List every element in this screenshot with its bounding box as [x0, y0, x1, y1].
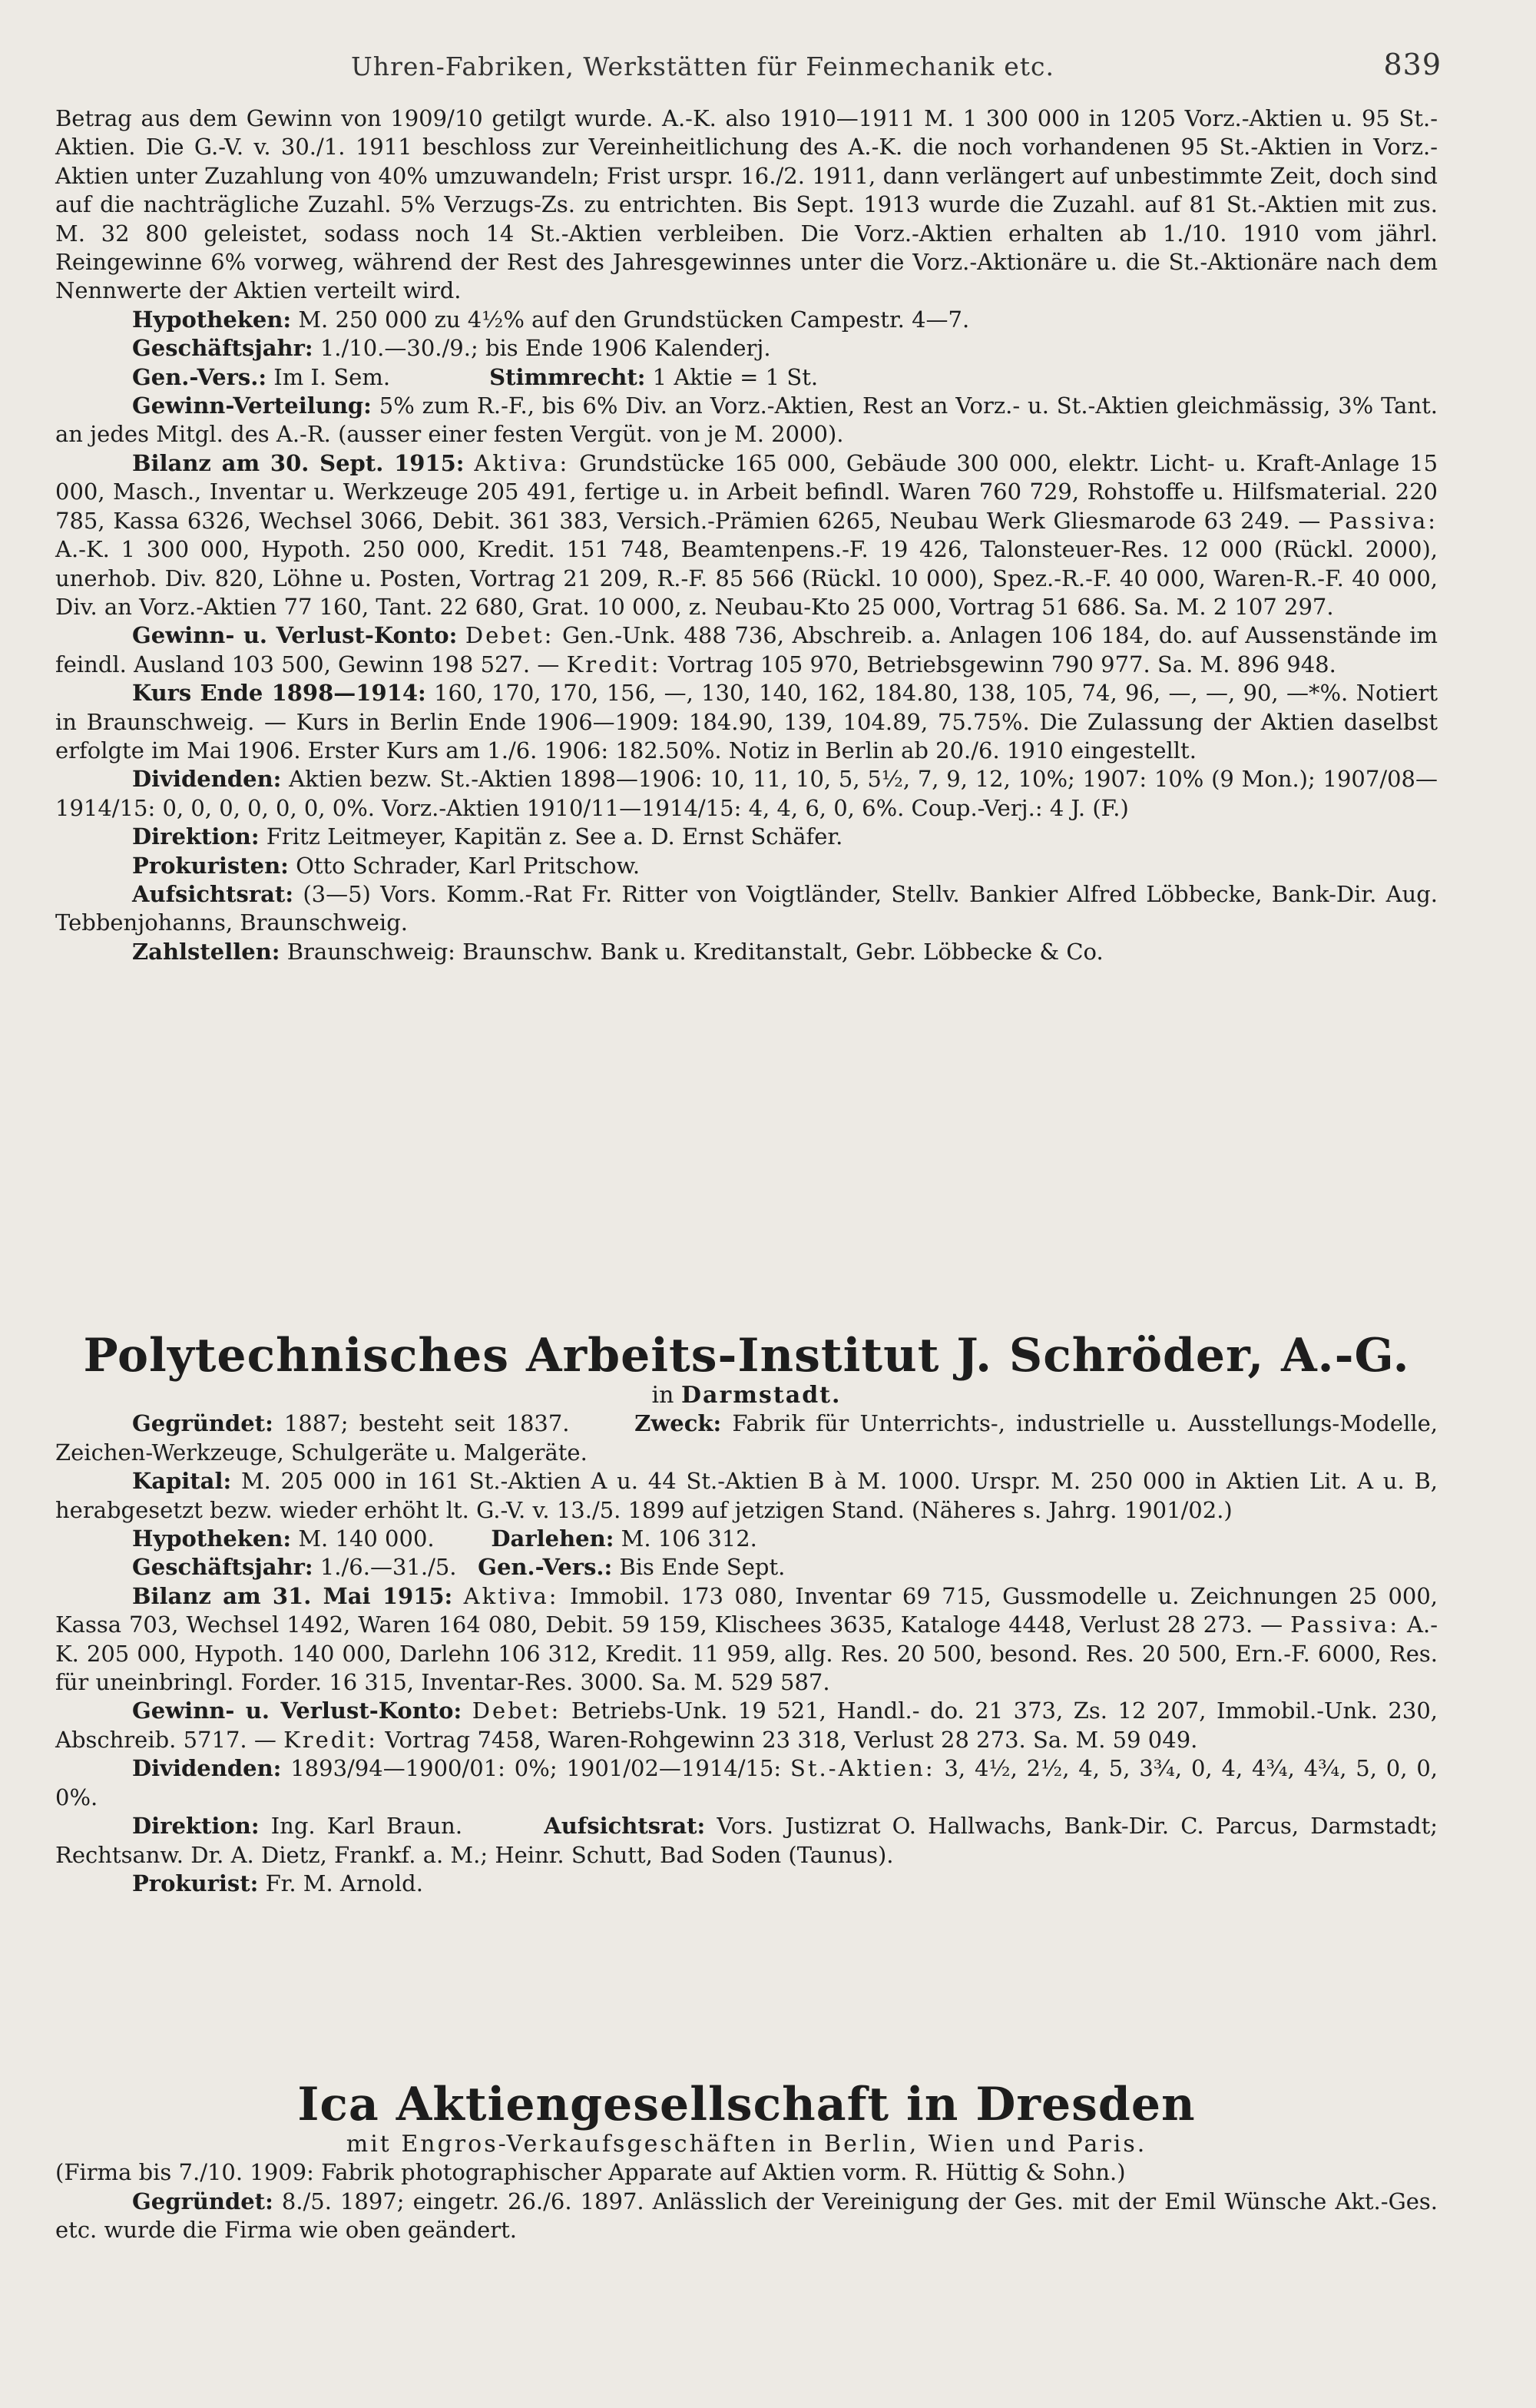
content: [55, 40, 1442, 2244]
prokuristen-text: Otto Schrader, Karl Pritschow.: [296, 852, 641, 879]
guv-debet-2: Betriebs-Unk. 19 521, Handl.- do. 21 373, Zs. 12 207, Immobil.-Unk. 230, Abschreib. 5717. —: [55, 1698, 1438, 1753]
zahlstellen-label: Zahlstellen:: [132, 938, 280, 965]
prokuristen-label: Prokuristen:: [132, 852, 289, 879]
direktion-entry-2: [55, 1812, 1438, 1870]
hypotheken-label-2: Hypotheken:: [132, 1525, 292, 1552]
gegruendet-label-ica: Gegründet:: [132, 2188, 273, 2214]
kurs-entry: [55, 679, 1438, 765]
gegruendet-text: 1887; besteht seit 1837.: [283, 1410, 570, 1437]
direktion-label: Direktion:: [132, 823, 260, 850]
kapital-label: Kapital:: [132, 1468, 232, 1495]
gegruendet-text-ica: 8./5. 1897; eingetr. 26./6. 1897. Anlässlich der Vereinigung der Ges. mit der Emil Wünsche Akt.-Ges. etc. wurde die Firma wie oben geändert.: [55, 2188, 1438, 2244]
zahlstellen-entry: [55, 938, 1438, 966]
company-title-ica: Ica Aktiengesellschaft in Dresden: [297, 2078, 1196, 2131]
genvers-label-2: Gen.-Vers.:: [478, 1554, 613, 1581]
dividenden-text: Aktien bezw. St.-Aktien 1898—1906: 10, 11, 10, 5, 5½, 7, 9, 12, 10%; 1907: 10% (9 Mon.); 1907/08—1914/15: 0, 0, 0, 0, 0, 0, 0%. Vorz.-Aktien 1910/11—1914/15: 4, 4, 6, 0, 6%. Coup.-Verj.: 4 J. (F.): [55, 766, 1438, 821]
bilanz-label: Bilanz am 30. Sept. 1915:: [132, 449, 465, 476]
running-header: [55, 40, 1442, 94]
hypotheken-entry: [55, 306, 1438, 334]
bilanz-entry-2: [55, 1582, 1438, 1698]
bilanz-aktiva: Grundstücke 165 000, Gebäude 300 000, elektr. Licht- u. Kraft-Anlage 15 000, Masch., Inventar u. Werkzeuge 205 491, fertige u. in Arbeit befindl. Waren 760 729, Rohstoffe u. Hilfsmaterial. 220 785, Kassa 6326, Wechsel 3066, Debit. 361 383, Versich.-Prämien 6265, Neubau Werk Gliesmarode 63 249. —: [55, 449, 1438, 534]
section-ica: [55, 2079, 1438, 2245]
aktiva-label-2: Aktiva:: [463, 1582, 559, 1609]
gegruendet-entry-ica: [55, 2188, 1438, 2245]
geschaeftsjahr-entry: [55, 334, 1438, 363]
bilanz-aktiva-2: Immobil. 173 080, Inventar 69 715, Gussmodelle u. Zeichnungen 25 000, Kassa 703, Wechsel 1492, Waren 164 080, Debit. 59 159, Klischees 3635, Kataloge 4448, Verlust 28 273. —: [55, 1582, 1438, 1638]
darlehen-text: M. 106 312.: [621, 1525, 757, 1552]
zahlstellen-text: Braunschweig: Braunschw. Bank u. Kreditanstalt, Gebr. Löbbecke & Co.: [286, 938, 1104, 965]
intro-paragraph: Betrag aus dem Gewinn von 1909/10 getilgt wurde. A.-K. also 1910—1911 M. 1 300 000 in 1205 Vorz.-Aktien u. 95 St.-Aktien. Die G.-V. v. 30./1. 1911 beschloss zur Vereinheitlichung des A.-K. die noch vorhandenen 95 St.-Aktien in Vorz.-Aktien unter Zuzahlung von 40% umzuwandeln; Frist urspr. 16./2. 1911, dann verlängert auf unbestimmte Zeit, doch sind auf die nachträgliche Zuzahl. 5% Verzugs-Zs. zu entrichten. Bis Sept. 1913 wurde die Zuzahl. auf 81 St.-Aktien mit zus. M. 32 800 geleistet, sodass noch 14 St.-Aktien verbleiben. Die Vorz.-Aktien erhalten ab 1./10. 1910 vom jährl. Reingewinne 6% vorweg, während der Rest des Jahresgewinnes unter die Vorz.-Aktionäre u. die St.-Aktionäre nach dem Nennwerte der Aktien verteilt wird.: [55, 105, 1438, 304]
page-number: 839: [1383, 48, 1442, 81]
debet-label-2: Debet:: [472, 1698, 561, 1724]
genvers-label: Gen.-Vers.:: [132, 363, 267, 390]
genvers-text-2: Bis Ende Sept.: [619, 1554, 786, 1581]
firma-note: (Firma bis 7./10. 1909: Fabrik photographischer Apparate auf Aktien vorm. R. Hüttig & Sohn.): [55, 2159, 1126, 2186]
header-title: Uhren-Fabriken, Werkstätten für Feinmechanik etc.: [351, 51, 1054, 81]
kurs-text: 160, 170, 170, 156, —, 130, 140, 162, 184.80, 138, 105, 74, 96, —, —, 90, —*%. Notiert in Braunschweig. — Kurs in Berlin Ende 1906—1909: 184.90, 139, 104.89, 75.75%. Die Zulassung der Aktien daselbst erfolgte im Mai 1906. Erster Kurs am 1./6. 1906: 182.50%. Notiz in Berlin ab 20./6. 1910 eingestellt.: [55, 680, 1438, 763]
geschaeftsjahr-entry-2: [55, 1553, 1438, 1582]
kurs-label: Kurs Ende 1898—1914:: [132, 680, 426, 707]
gegruendet-entry: [55, 1409, 1438, 1467]
aufsichtsrat-text: (3—5) Vors. Komm.-Rat Fr. Ritter von Voigtländer, Stellv. Bankier Alfred Löbbecke, Bank-Dir. Aug. Tebbenjohanns, Braunschweig.: [55, 880, 1438, 936]
stimmrecht-text: 1 Aktie = 1 St.: [652, 363, 819, 390]
direktion-text-2: Ing. Karl Braun.: [270, 1813, 463, 1840]
company-location: [55, 1381, 1438, 1409]
prokurist-entry: [55, 1870, 1438, 1898]
bilanz-entry: [55, 449, 1438, 621]
location-city: Darmstadt.: [681, 1382, 842, 1409]
passiva-label: Passiva:: [1329, 507, 1438, 534]
aufsichtsrat-text-2: Vors. Justizrat O. Hallwachs, Bank-Dir. C. Parcus, Darmstadt; Rechtsanw. Dr. A. Dietz, Frankf. a. M.; Heinr. Schutt, Bad Soden (Taunus).: [55, 1813, 1438, 1868]
geschaeftsjahr-label-2: Geschäftsjahr:: [132, 1554, 313, 1581]
hypotheken-label: Hypotheken:: [132, 306, 292, 333]
dividenden-label: Dividenden:: [132, 766, 282, 793]
guv-entry: [55, 621, 1438, 679]
bilanz-passiva-2: A.-K. 205 000, Hypoth. 140 000, Darlehn 106 312, Kredit. 11 959, allg. Res. 20 500, besond. Res. 20 500, Ern.-F. 6000, Res. für uneinbringl. Forder. 16 315, Inventar-Res. 3000. Sa. M. 529 587.: [55, 1611, 1438, 1696]
direktion-text: Fritz Leitmeyer, Kapitän z. See a. D. Ernst Schäfer.: [266, 823, 843, 850]
hypotheken-text-2: M. 140 000.: [298, 1525, 435, 1552]
company-title: Polytechnisches Arbeits-Institut J. Schröder, A.-G.: [83, 1329, 1410, 1383]
company-subtitle-ica: mit Engros-Verkaufsgeschäften in Berlin, Wien und Paris.: [346, 2131, 1147, 2158]
darlehen-label: Darlehen:: [491, 1525, 614, 1552]
stimmrecht-label: Stimmrecht:: [489, 363, 646, 390]
zweck-label: Zweck:: [634, 1410, 722, 1437]
guv-kredit-2: Vortrag 7458, Waren-Rohgewinn 23 318, Verlust 28 273. Sa. M. 59 049.: [385, 1726, 1198, 1753]
gegruendet-label: Gegründet:: [132, 1410, 273, 1437]
genvers-text: Im I. Sem.: [273, 363, 391, 390]
prokurist-text: Fr. M. Arnold.: [265, 1870, 423, 1896]
gewinnverteilung-label: Gewinn-Verteilung:: [132, 393, 372, 419]
geschaeftsjahr-text-2: 1./6.—31./5.: [319, 1554, 457, 1581]
dividenden-entry: [55, 765, 1438, 823]
dividenden-pre: 1893/94—1900/01: 0%; 1901/02—1914/15:: [290, 1755, 782, 1782]
guv-debet: Gen.-Unk. 488 736, Abschreib. a. Anlagen 106 184, do. auf Aussenstände im feindl. Ausland 103 500, Gewinn 198 527. —: [55, 622, 1438, 677]
location-prefix: in: [651, 1382, 674, 1409]
aufsichtsrat-label-2: Aufsichtsrat:: [544, 1813, 706, 1840]
kredit-label-2: Kredit:: [283, 1726, 379, 1753]
guv-label: Gewinn- u. Verlust-Konto:: [132, 622, 458, 649]
direktion-label-2: Direktion:: [132, 1813, 260, 1840]
geschaeftsjahr-label: Geschäftsjahr:: [132, 335, 313, 362]
zweck-text: Fabrik für Unterrichts-, industrielle u. Ausstellungs-Modelle, Zeichen-Werkzeuge, Schulgeräte u. Malgeräte.: [55, 1410, 1438, 1466]
gewinnverteilung-text: 5% zum R.-F., bis 6% Div. an Vorz.-Aktien, Rest an Vorz.- u. St.-Aktien gleichmässig, 3% Tant. an jedes Mitgl. des A.-R. (ausser einer festen Vergüt. von je M. 2000).: [55, 393, 1438, 448]
kapital-entry: [55, 1467, 1438, 1525]
aufsichtsrat-entry: [55, 880, 1438, 938]
dividenden-entry-2: [55, 1754, 1438, 1812]
aufsichtsrat-label: Aufsichtsrat:: [132, 880, 294, 907]
prokuristen-entry: [55, 852, 1438, 880]
kapital-text: M. 205 000 in 161 St.-Aktien A u. 44 St.-Aktien B à M. 1000. Urspr. M. 250 000 in Aktien Lit. A u. B, herabgesetzt bezw. wieder erhöht lt. G.-V. v. 13./5. 1899 auf jetzigen Stand. (Näheres s. Jahrg. 1901/02.): [55, 1468, 1438, 1523]
gewinnverteilung-entry: [55, 392, 1438, 449]
bilanz-label-2: Bilanz am 31. Mai 1915:: [132, 1582, 453, 1609]
guv-entry-2: [55, 1697, 1438, 1754]
aktiva-label: Aktiva:: [474, 449, 570, 476]
hypotheken-entry-2: [55, 1525, 1438, 1553]
geschaeftsjahr-text: 1./10.—30./9.; bis Ende 1906 Kalenderj.: [319, 335, 771, 362]
guv-label-2: Gewinn- u. Verlust-Konto:: [132, 1698, 462, 1724]
debet-label: Debet:: [465, 622, 554, 649]
prokurist-label: Prokurist:: [132, 1870, 259, 1896]
guv-kredit: Vortrag 105 970, Betriebsgewinn 790 977. Sa. M. 896 948.: [667, 651, 1336, 677]
hypotheken-text: M. 250 000 zu 4½% auf den Grundstücken Campestr. 4—7.: [298, 306, 970, 333]
dividenden-st-aktien: St.-Aktien:: [790, 1755, 935, 1782]
passiva-label-2: Passiva:: [1290, 1611, 1400, 1638]
genvers-entry: [55, 363, 1438, 392]
direktion-entry: [55, 823, 1438, 851]
bilanz-passiva: A.-K. 1 300 000, Hypoth. 250 000, Kredit. 151 748, Beamtenpens.-F. 19 426, Talonsteuer-Res. 12 000 (Rückl. 2000), unerhob. Div. 820, Löhne u. Posten, Vortrag 21 209, R.-F. 85 566 (Rückl. 10 000), Spez.-R.-F. 40 000, Waren-R.-F. 40 000, Div. an Vorz.-Aktien 77 160, Tant. 22 680, Grat. 10 000, z. Neubau-Kto 25 000, Vortrag 51 686. Sa. M. 2 107 297.: [55, 536, 1438, 620]
dividenden-label-2: Dividenden:: [132, 1755, 282, 1782]
kredit-label: Kredit:: [566, 651, 661, 677]
section-polytechnisches: [55, 1330, 1438, 1898]
dividenden-post: 3, 4½, 2½, 4, 5, 3¾, 0, 4, 4¾, 4¾, 5, 0, 0, 0%.: [55, 1755, 1438, 1810]
section-continuation: [55, 104, 1438, 966]
